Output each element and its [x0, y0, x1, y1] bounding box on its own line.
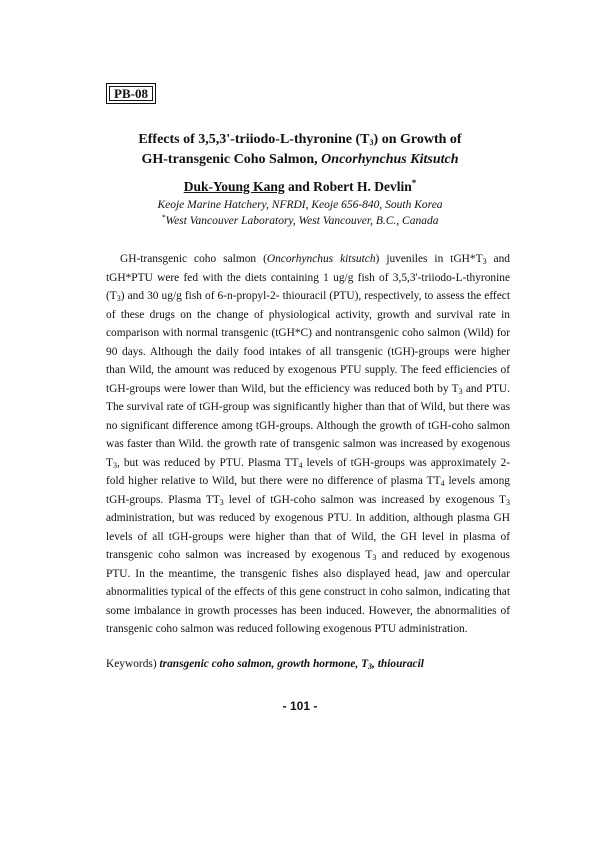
author-2-mark: * [411, 178, 417, 188]
title-line-2: GH-transgenic Coho Salmon, Oncorhynchus Kitsutch [141, 152, 459, 167]
affiliation-1: Keoje Marine Hatchery, NFRDI, Keoje 656-840, South Korea [157, 199, 443, 211]
keywords-terms: transgenic coho salmon, growth hormone, $T_3$, thiouracil [159, 658, 424, 671]
affiliation-2: *West Vancouver Laboratory, West Vancouver, B.C., Canada [161, 213, 439, 227]
author-1: Duk-Young Kang [183, 179, 285, 194]
author-conjunction: and [284, 179, 314, 194]
session-code: PB-08 [109, 86, 153, 101]
paper-title [60, 130, 540, 170]
title-line-1: Effects of 3,5,3'-triiodo-L-thyronine $(T_3)$ on Growth of [138, 132, 462, 147]
affiliations [60, 197, 540, 229]
session-code-box [106, 83, 156, 104]
page-number: - 101 - [282, 699, 318, 713]
author-list [60, 178, 540, 196]
keywords-label: Keywords) [106, 658, 160, 670]
abstract-body: GH-transgenic coho salmon (Oncorhynchus kitsutch) juveniles in $tGH*T_3$ and tGH*PTU were fed with the diets containing 1 ug/g fish of 3,5,3'-triiodo-L-thyronine $(T_3)$ and 30 ug/g fish of 6-n-propyl-2- thiouracil (PTU), respectively, to assess the effect of these drugs on the change of physiological activity, growth and survival rate in comparison with normal transgenic (tGH*C) and nontransgenic coho salmon (Wild) for 90 days. Although the daily food intakes of all transgenic (tGH)-groups were higher than Wild, the amount was reduced by exogenous PTU supply. The feed efficiencies of tGH-groups were lower than Wild, but the efficiency was reduced both by $T_3$ and PTU. The survival rate of tGH-group was significantly higher than that of Wild, but there was no significant difference among tGH-groups. Although the growth of tGH-coho salmon was faster than Wild. the growth rate of transgenic salmon was increased by exogenous $T_3$, but was reduced by PTU. Plasma $TT_4$ levels of tGH-groups was approximately 2-fold higher relative to Wild, but there were no difference of plasma $TT_4$ levels among tGH-groups. Plasma $TT_3$ level of tGH-coho salmon was increased by exogenous $T_3$ administration, but was reduced by exogenous PTU. In addition, although plasma GH levels of all tGH-groups were higher than that of Wild, the GH level in plasma of transgenic coho salmon was increased by exogenous $T_3$ and reduced by exogenous PTU. In the meantime, the transgenic fishes also displayed head, jaw and opercular abnormalities typical of the effects of this gene construct in coho salmon, indicating that some imbalance in growth processes has been induced. However, the abnormalities of transgenic coho salmon was reduced following exogenous PTU administration. [106, 253, 511, 635]
author-2: Robert H. Devlin [313, 179, 412, 194]
keywords-line [106, 655, 526, 673]
